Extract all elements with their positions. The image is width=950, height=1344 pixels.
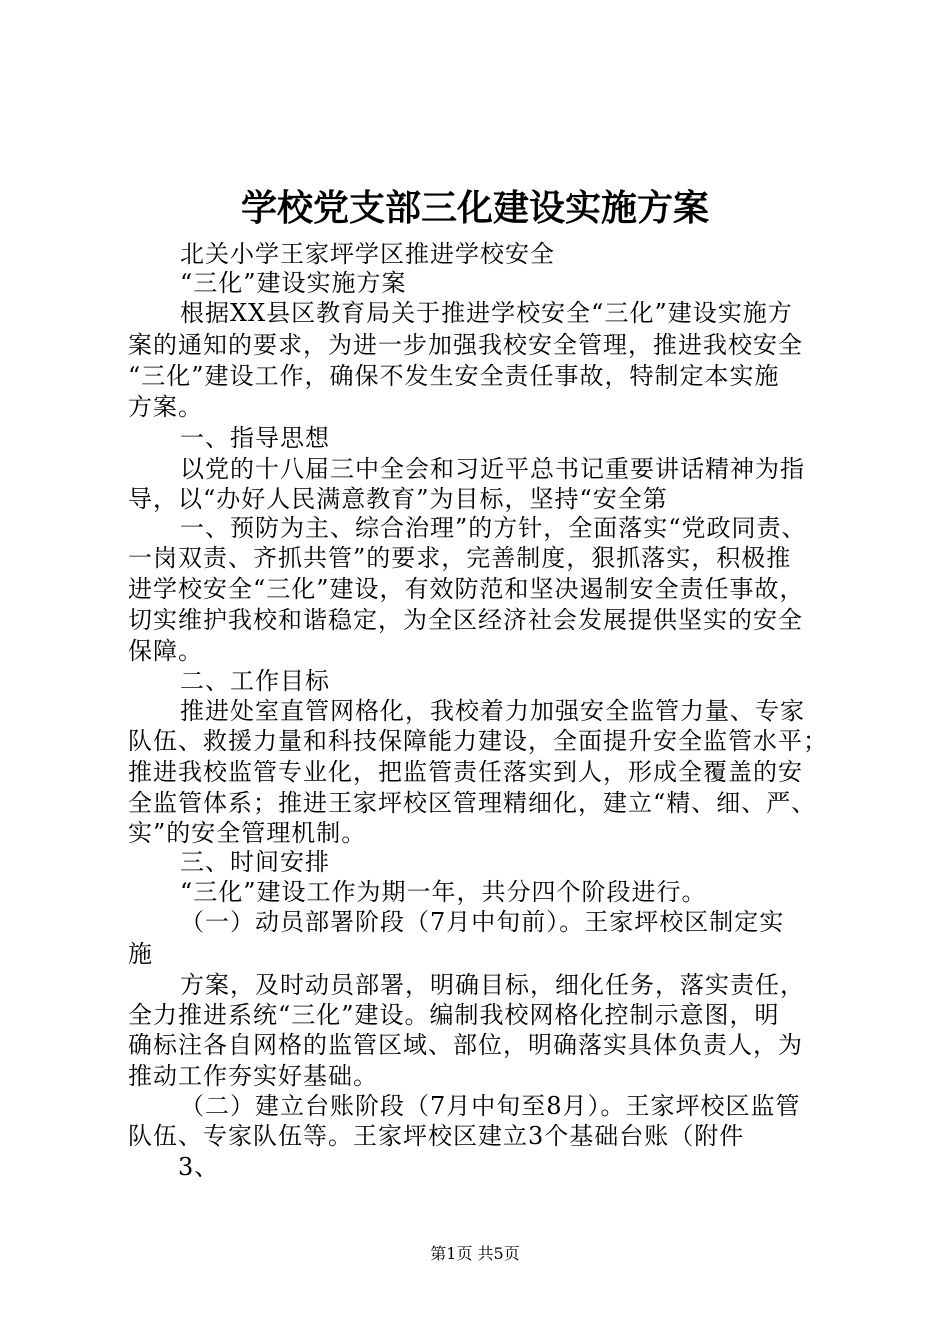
- body-line: 进学校安全“三化”建设，有效防范和坚决遏制安全责任事故，: [128, 575, 805, 603]
- body-line: 全监管体系；推进王家坪校区管理精细化，建立“精、细、严、: [128, 789, 817, 817]
- body-line: “三化”建设工作，确保不发生安全责任事故，特制定本实施: [128, 362, 780, 390]
- body-line: “三化”建设工作为期一年，共分四个阶段进行。: [180, 878, 707, 906]
- body-line: 北关小学王家坪学区推进学校安全: [180, 240, 555, 268]
- body-line: 一岗双责、齐抓共管”的要求，完善制度，狠抓落实，积极推: [128, 544, 792, 572]
- document-title: 学校党支部三化建设实施方案: [240, 187, 709, 229]
- body-line: （二）建立台账阶段（7月中旬至8月）。王家坪校区监管: [180, 1092, 801, 1120]
- body-line: 保障。: [128, 637, 203, 665]
- section-heading: 一、指导思想: [180, 424, 330, 452]
- body-line: 一、预防为主、综合治理”的方针，全面落实“党政同责、: [180, 514, 807, 542]
- body-line: 队伍、专家队伍等。王家坪校区建立3个基础台账（附件: [128, 1122, 745, 1150]
- section-heading: 二、工作目标: [180, 667, 330, 695]
- section-heading: 三、时间安排: [180, 848, 330, 876]
- body-line: 根据XX县区教育局关于推进学校安全“三化”建设实施方: [180, 299, 793, 327]
- body-line: 方案，及时动员部署，明确目标，细化任务，落实责任，: [180, 971, 805, 999]
- body-line: 施: [128, 940, 153, 968]
- body-line: （一）动员部署阶段（7月中旬前）。王家坪校区制定实: [180, 908, 785, 936]
- body-line: 全力推进系统“三化”建设。编制我校网格化控制示意图，明: [128, 1001, 780, 1029]
- body-line: 导，以“办好人民满意教育”为目标，坚持“安全第: [128, 485, 668, 513]
- body-line: 实”的安全管理机制。: [128, 819, 367, 847]
- body-line: 队伍、救援力量和科技保障能力建设，全面提升安全监管水平；: [128, 727, 828, 755]
- body-line: 案的通知的要求，为进一步加强我校安全管理，推进我校安全: [128, 331, 803, 359]
- body-line: 推进处室直管网格化，我校着力加强安全监管力量、专家: [180, 697, 805, 725]
- body-line: 方案。: [128, 393, 203, 421]
- body-line: 切实维护我校和谐稳定，为全区经济社会发展提供坚实的安全: [128, 606, 803, 634]
- body-line: 3、: [178, 1153, 220, 1181]
- body-line: 以党的十八届三中全会和习近平总书记重要讲话精神为指: [180, 455, 805, 483]
- body-line: 推进我校监管专业化，把监管责任落实到人，形成全覆盖的安: [128, 758, 803, 786]
- body-line: 确标注各自网格的监管区域、部位，明确落实具体负责人，为: [128, 1031, 803, 1059]
- body-line: “三化”建设实施方案: [180, 269, 407, 297]
- body-line: 推动工作夯实好基础。: [128, 1062, 378, 1090]
- page-number-footer: 第1页 共5页: [430, 1244, 520, 1263]
